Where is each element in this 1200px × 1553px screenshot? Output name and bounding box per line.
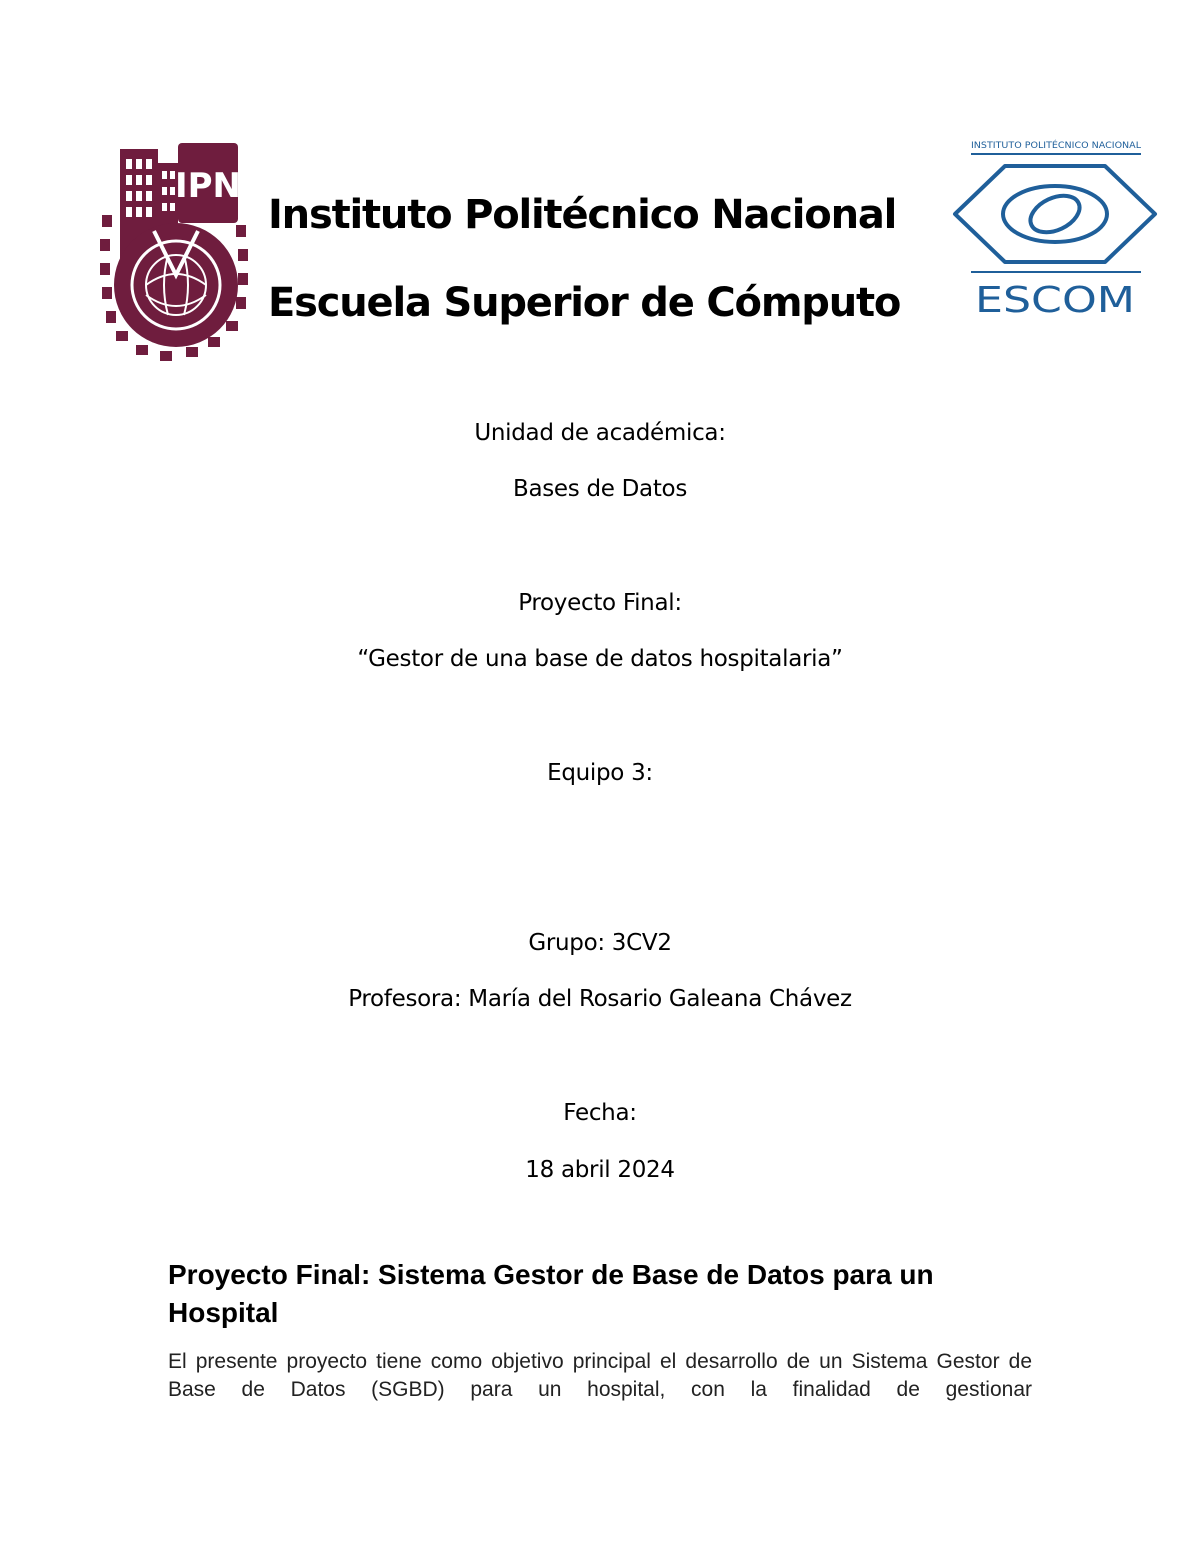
ipn-logo-letters: IPN xyxy=(174,166,242,206)
escom-logo xyxy=(945,132,1165,322)
institution-name: Instituto Politécnico Nacional xyxy=(268,192,897,238)
date-label: Fecha: xyxy=(563,1100,637,1126)
project-value: “Gestor de una base de datos hospitalaria” xyxy=(357,646,843,672)
ipn-logo xyxy=(98,135,248,365)
teacher-line: Profesora: María del Rosario Galeana Chávez xyxy=(348,986,852,1012)
school-name: Escuela Superior de Cómputo xyxy=(268,280,901,326)
date-value: 18 abril 2024 xyxy=(525,1157,675,1183)
section-body: El presente proyecto tiene como objetivo principal el desarrollo de un Sistema Gestor de Base de Datos (SGBD) para un hospital, con la finalidad de gestionar xyxy=(168,1350,1032,1401)
section-title: Proyecto Final: Sistema Gestor de Base de Datos para un Hospital xyxy=(168,1259,934,1328)
unit-value: Bases de Datos xyxy=(512,476,688,502)
project-label: Proyecto Final: xyxy=(518,590,682,616)
team-label: Equipo 3: xyxy=(547,760,653,786)
unit-label: Unidad de académica: xyxy=(474,420,726,446)
escom-logo-institution-text: INSTITUTO POLITÉCNICO NACIONAL xyxy=(971,141,1132,151)
escom-logo-wordmark: ESCOM xyxy=(975,280,1135,321)
group-line: Grupo: 3CV2 xyxy=(528,930,672,956)
